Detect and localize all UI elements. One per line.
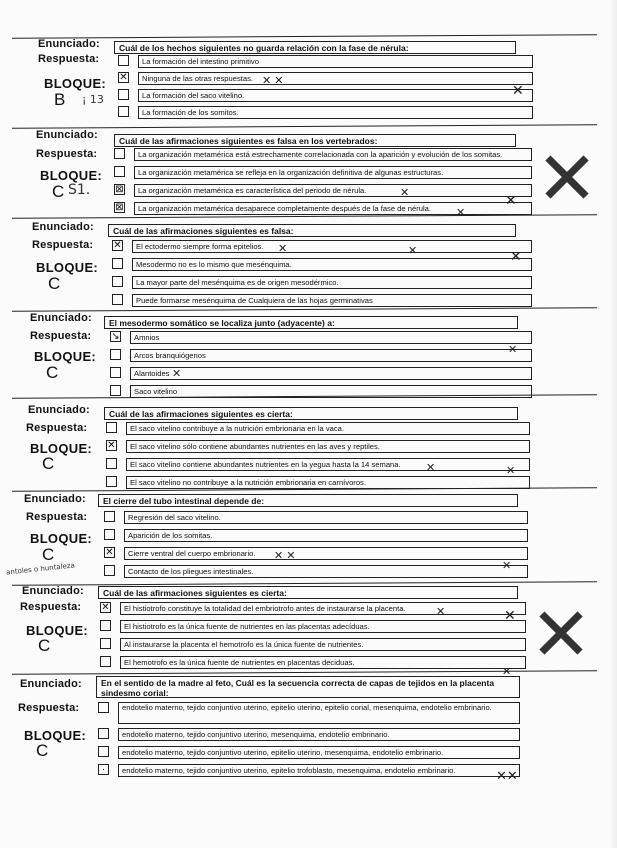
question-statement: Cuál de las afirmaciones siguientes es cierta: [104, 407, 518, 420]
answer-label: Respuesta: [30, 330, 92, 342]
handwritten-note: antoles o huntaleza [5, 561, 76, 577]
margin-cross-mark: ✕ [530, 592, 593, 678]
checkbox[interactable] [106, 476, 117, 487]
handwritten-note: S1. [68, 182, 91, 198]
checkbox[interactable] [98, 746, 109, 757]
block-group: C [42, 545, 55, 564]
checkbox[interactable] [104, 529, 115, 540]
block-label: BLOQUE: [40, 168, 103, 183]
checkbox[interactable]: ⊠ [115, 184, 124, 195]
cross-mark: ✕ [436, 606, 446, 618]
option-text: El hemotrofo es la única fuente de nutrientes en placentas deciduas. [120, 656, 526, 669]
checkbox[interactable]: ✕ [119, 72, 128, 83]
checkbox[interactable] [104, 565, 115, 576]
block-label: BLOQUE: [26, 623, 89, 638]
checkbox[interactable] [114, 148, 125, 159]
option-text: El saco vitelino contiene abundantes nutrientes en la yegua hasta la 14 semana. [126, 458, 530, 471]
cross-mark: ✕ [508, 344, 518, 356]
margin-cross-mark: ✕ [536, 136, 599, 222]
block-label: BLOQUE: [44, 76, 107, 91]
option-text: Contacto de los pliegues intestinales. [124, 565, 528, 578]
checkbox[interactable] [118, 55, 129, 66]
question-3 [0, 218, 520, 308]
question-5 [0, 398, 520, 488]
cross-mark: ✕ [278, 243, 288, 255]
answer-label: Respuesta: [26, 422, 88, 434]
option-text: El histiotrofo constituye la totalidad del embriotrofo antes de instaurarse la placenta. [120, 602, 526, 615]
answer-label: Respuesta: [36, 148, 98, 160]
option-text: Alantoides [130, 367, 532, 380]
option-text: Arcos branquiógenos [130, 349, 532, 362]
question-4 [0, 311, 520, 397]
checkbox[interactable]: ✕ [101, 602, 110, 613]
block-label: BLOQUE: [36, 260, 99, 275]
block-label: BLOQUE: [34, 349, 97, 364]
block-label: BLOQUE: [24, 728, 87, 743]
cross-mark: ✕✕ [496, 768, 518, 783]
statement-label: Enunciado: [20, 678, 82, 690]
answer-label: Respuesta: [26, 511, 88, 523]
cross-mark: ✕ [512, 82, 524, 98]
block-group: C [46, 363, 59, 382]
option-text: Mesodermo no es lo mismo que mesénquima. [132, 258, 532, 271]
option-text: La formación del intestino primitivo [138, 55, 533, 68]
question-8 [0, 674, 520, 794]
checkbox[interactable] [118, 89, 129, 100]
cross-mark: ✕ [426, 462, 436, 474]
cross-mark: ✕ [510, 248, 522, 264]
statement-label: Enunciado: [36, 129, 98, 141]
cross-mark: ✕ [408, 245, 418, 257]
option-text: El saco vitelino no contribuye a la nutrición embrionaria en carnívoros. [126, 476, 530, 489]
cross-mark: ✕ [456, 207, 466, 219]
cross-mark: ✕ [502, 560, 512, 572]
checkbox[interactable]: ✕ [105, 547, 114, 558]
question-statement: El mesodermo somático se localiza junto (adyacente) a: [104, 316, 518, 329]
block-label: BLOQUE: [30, 441, 93, 456]
question-statement: El cierre del tubo intestinal depende de: [98, 494, 518, 507]
cross-mark: ✕ [502, 666, 512, 678]
question-2 [0, 128, 520, 219]
question-statement: Cuál de las afirmaciones siguientes es cierta: [98, 586, 518, 599]
option-text: La organización metamérica es característica del periodo de nérula. [134, 184, 532, 197]
checkbox[interactable] [100, 620, 111, 631]
checkbox[interactable]: ✕ [113, 240, 122, 251]
block-group: C [52, 182, 65, 201]
block-label: BLOQUE: [30, 531, 93, 546]
checkbox[interactable]: · [98, 764, 109, 775]
checkbox[interactable] [100, 656, 111, 667]
statement-label: Enunciado: [24, 493, 86, 505]
statement-label: Enunciado: [30, 312, 92, 324]
checkbox[interactable] [104, 511, 115, 522]
option-text: endotelio materno, tejido conjuntivo uterino, epitelio uterino, epitelio corial, mesenquima, endotelio embrinario. [118, 702, 520, 724]
checkbox[interactable] [112, 276, 123, 287]
statement-label: Enunciado: [28, 404, 90, 416]
option-text: endotelio materno, tejido conjuntivo uterino, epitelio uterino, mesenquima, endotelio embrinario. [118, 746, 520, 759]
cross-mark: ✕ [506, 465, 516, 477]
option-text: El histiotrofo es la única fuente de nutrientes en las placentas adecíduas. [120, 620, 526, 633]
option-text: Aparición de los somitas. [124, 529, 528, 542]
question-statement: Cuál de las afirmaciones siguientes es falsa en los vertebrados: [114, 134, 516, 147]
option-text: Al instaurarse la placenta el hemotrofo es la única fuente de nutrientes. [120, 638, 526, 651]
statement-label: Enunciado: [22, 585, 84, 597]
block-group: C [42, 454, 55, 473]
checkbox[interactable] [114, 166, 125, 177]
question-7 [0, 585, 520, 678]
statement-label: Enunciado: [32, 221, 94, 233]
cross-mark: ✕ [504, 607, 516, 623]
block-group: C [38, 636, 51, 655]
block-group: C [36, 741, 49, 760]
answer-label: Respuesta: [20, 601, 82, 613]
cross-mark: ✕ [400, 187, 410, 199]
option-text: La organización metamérica se refleja en la organización definitiva de algunas estructuras. [134, 166, 532, 179]
checkbox[interactable] [112, 294, 123, 305]
option-text: El ectodermo siempre forma epitelios. [132, 240, 532, 253]
cross-mark: ✕ [505, 192, 517, 208]
option-text: La organización metamérica está estrechamente correlacionada con la aparición y evolución de los somitas. [134, 148, 532, 161]
option-text: El saco vitelino contribuye a la nutrición embrionaria en la vaca. [126, 422, 530, 435]
option-text: La formación de los somitos. [138, 106, 533, 119]
answer-label: Respuesta: [32, 239, 94, 251]
answer-label: Respuesta: [18, 702, 80, 714]
option-text: Cierre ventral del cuerpo embrionario. [124, 547, 528, 560]
option-text: Saco vitelino [130, 385, 532, 398]
answer-label: Respuesta: [38, 53, 100, 65]
block-group: B [54, 90, 66, 109]
cross-mark: ✕ [172, 368, 182, 380]
question-statement: Cuál de los hechos siguientes no guarda relación con la fase de nérula: [114, 41, 516, 54]
option-text: Regresión del saco vitelino. [124, 511, 528, 524]
checkbox[interactable] [118, 106, 129, 117]
checkbox[interactable]: ✕ [107, 440, 116, 451]
checkbox[interactable]: ⊠ [115, 202, 124, 213]
option-text: La mayor parte del mesénquima es de origen mesodérmico. [132, 276, 532, 289]
checkbox[interactable] [112, 258, 123, 269]
option-text: endotelio materno, tejido conjuntivo uterino, mesenquima, endotelio embrinario. [118, 728, 520, 741]
question-statement: En el sentido de la madre al feto, Cuál es la secuencia correcta de capas de tejidos en la placenta sindesmo corial: [96, 676, 520, 698]
cross-mark: ✕ ✕ [274, 550, 296, 562]
option-text: La organización metamérica desaparece completamente después de la fase de nérula. [134, 202, 532, 215]
question-statement: Cuál de las afirmaciones siguientes es falsa: [108, 224, 516, 237]
checkbox[interactable] [110, 385, 121, 396]
scan-edge [609, 0, 617, 848]
option-text: endotelio materno, tejido conjuntivo uterino, epitelio trofoblasto, mesenquima, endotelio embrinario. [118, 764, 520, 777]
handwritten-note: ¡ 13 [82, 93, 104, 106]
option-text: Ninguna de las otras respuestas. [138, 72, 533, 85]
checkbox[interactable] [106, 458, 117, 469]
question-6 [0, 491, 520, 583]
block-group: C [48, 274, 61, 293]
option-text: Puede formarse mesénquima de Cualquiera de las hojas germinativas [132, 294, 532, 307]
checkbox[interactable] [100, 638, 111, 649]
option-text: Amnios [130, 331, 532, 344]
statement-label: Enunciado: [38, 38, 100, 50]
checkbox[interactable] [110, 349, 121, 360]
cross-mark: ✕ ✕ [262, 75, 284, 87]
checkbox[interactable] [110, 367, 121, 378]
question-1 [0, 38, 524, 126]
checkbox[interactable] [98, 702, 109, 713]
checkbox[interactable] [106, 422, 117, 433]
checkbox[interactable]: ↘ [111, 331, 120, 342]
option-text: La formación del saco vitelino. [138, 89, 533, 102]
option-text: El saco vitelino sólo contiene abundantes nutrientes en las aves y reptiles. [126, 440, 530, 453]
checkbox[interactable] [98, 728, 109, 739]
